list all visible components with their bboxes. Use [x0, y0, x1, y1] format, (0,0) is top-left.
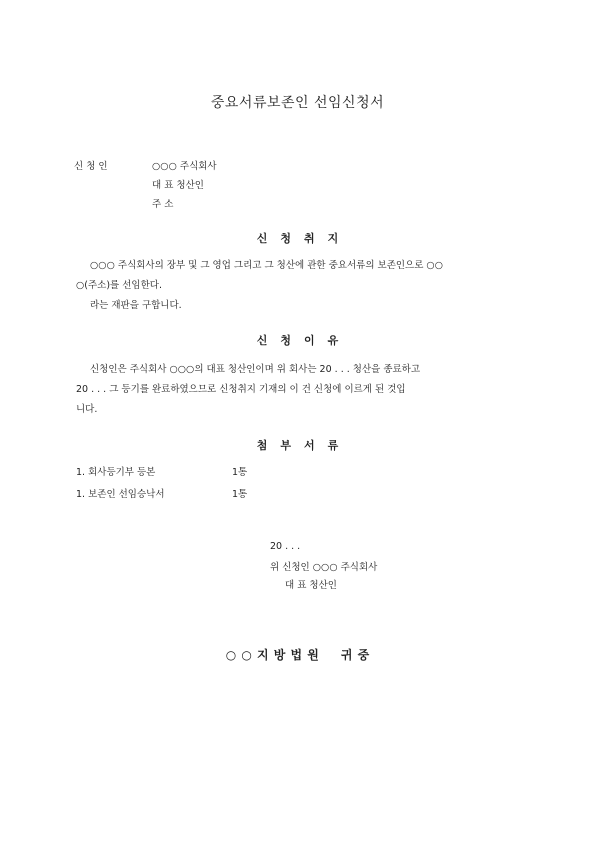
signature-applicant: 위 신청인 ○○○ 주식회사: [270, 562, 378, 573]
attachment-item-name: 1. 회사등기부 등본: [76, 467, 156, 478]
court-name: ○ ○ 지 방 법 원: [225, 648, 319, 662]
applicant-representative: 대 표 청산인: [152, 180, 204, 191]
reason-line-2: 20 . . . 그 등기를 완료하였으므로 신청취지 기재의 이 건 신청에 이르게 된 것입: [76, 384, 406, 395]
purpose-line-2: ○(주소)를 선임한다.: [76, 280, 162, 291]
purpose-heading: 신청취지: [256, 232, 352, 245]
applicant-label: 신 청 인: [74, 161, 108, 172]
applicant-address-label: 주 소: [152, 199, 174, 210]
court-recipient: 귀 중: [340, 648, 370, 662]
signature-representative: 대 표 청산인: [285, 580, 337, 591]
purpose-line-3: 라는 재판을 구합니다.: [90, 300, 182, 311]
purpose-line-1: ○○○ 주식회사의 장부 및 그 영업 그리고 그 청산에 관한 중요서류의 보존인으로 ○○: [90, 260, 443, 271]
court-addressee: [0, 646, 595, 663]
attachment-item-name: 1. 보존인 선임승낙서: [76, 489, 165, 500]
signature-date: 20 . . .: [270, 541, 301, 552]
attachment-item-count: 1통: [232, 467, 248, 478]
reason-heading: 신청이유: [256, 334, 352, 347]
attachment-item-count: 1통: [232, 489, 248, 500]
document-title: 중요서류보존인 선임신청서: [210, 95, 385, 111]
reason-line-1: 신청인은 주식회사 ○○○의 대표 청산인이며 위 회사는 20 . . . 청산을 종료하고: [90, 364, 421, 375]
reason-line-3: 니다.: [76, 404, 98, 415]
attachments-heading: 첨부서류: [256, 439, 352, 452]
applicant-company: ○○○ 주식회사: [152, 161, 217, 172]
